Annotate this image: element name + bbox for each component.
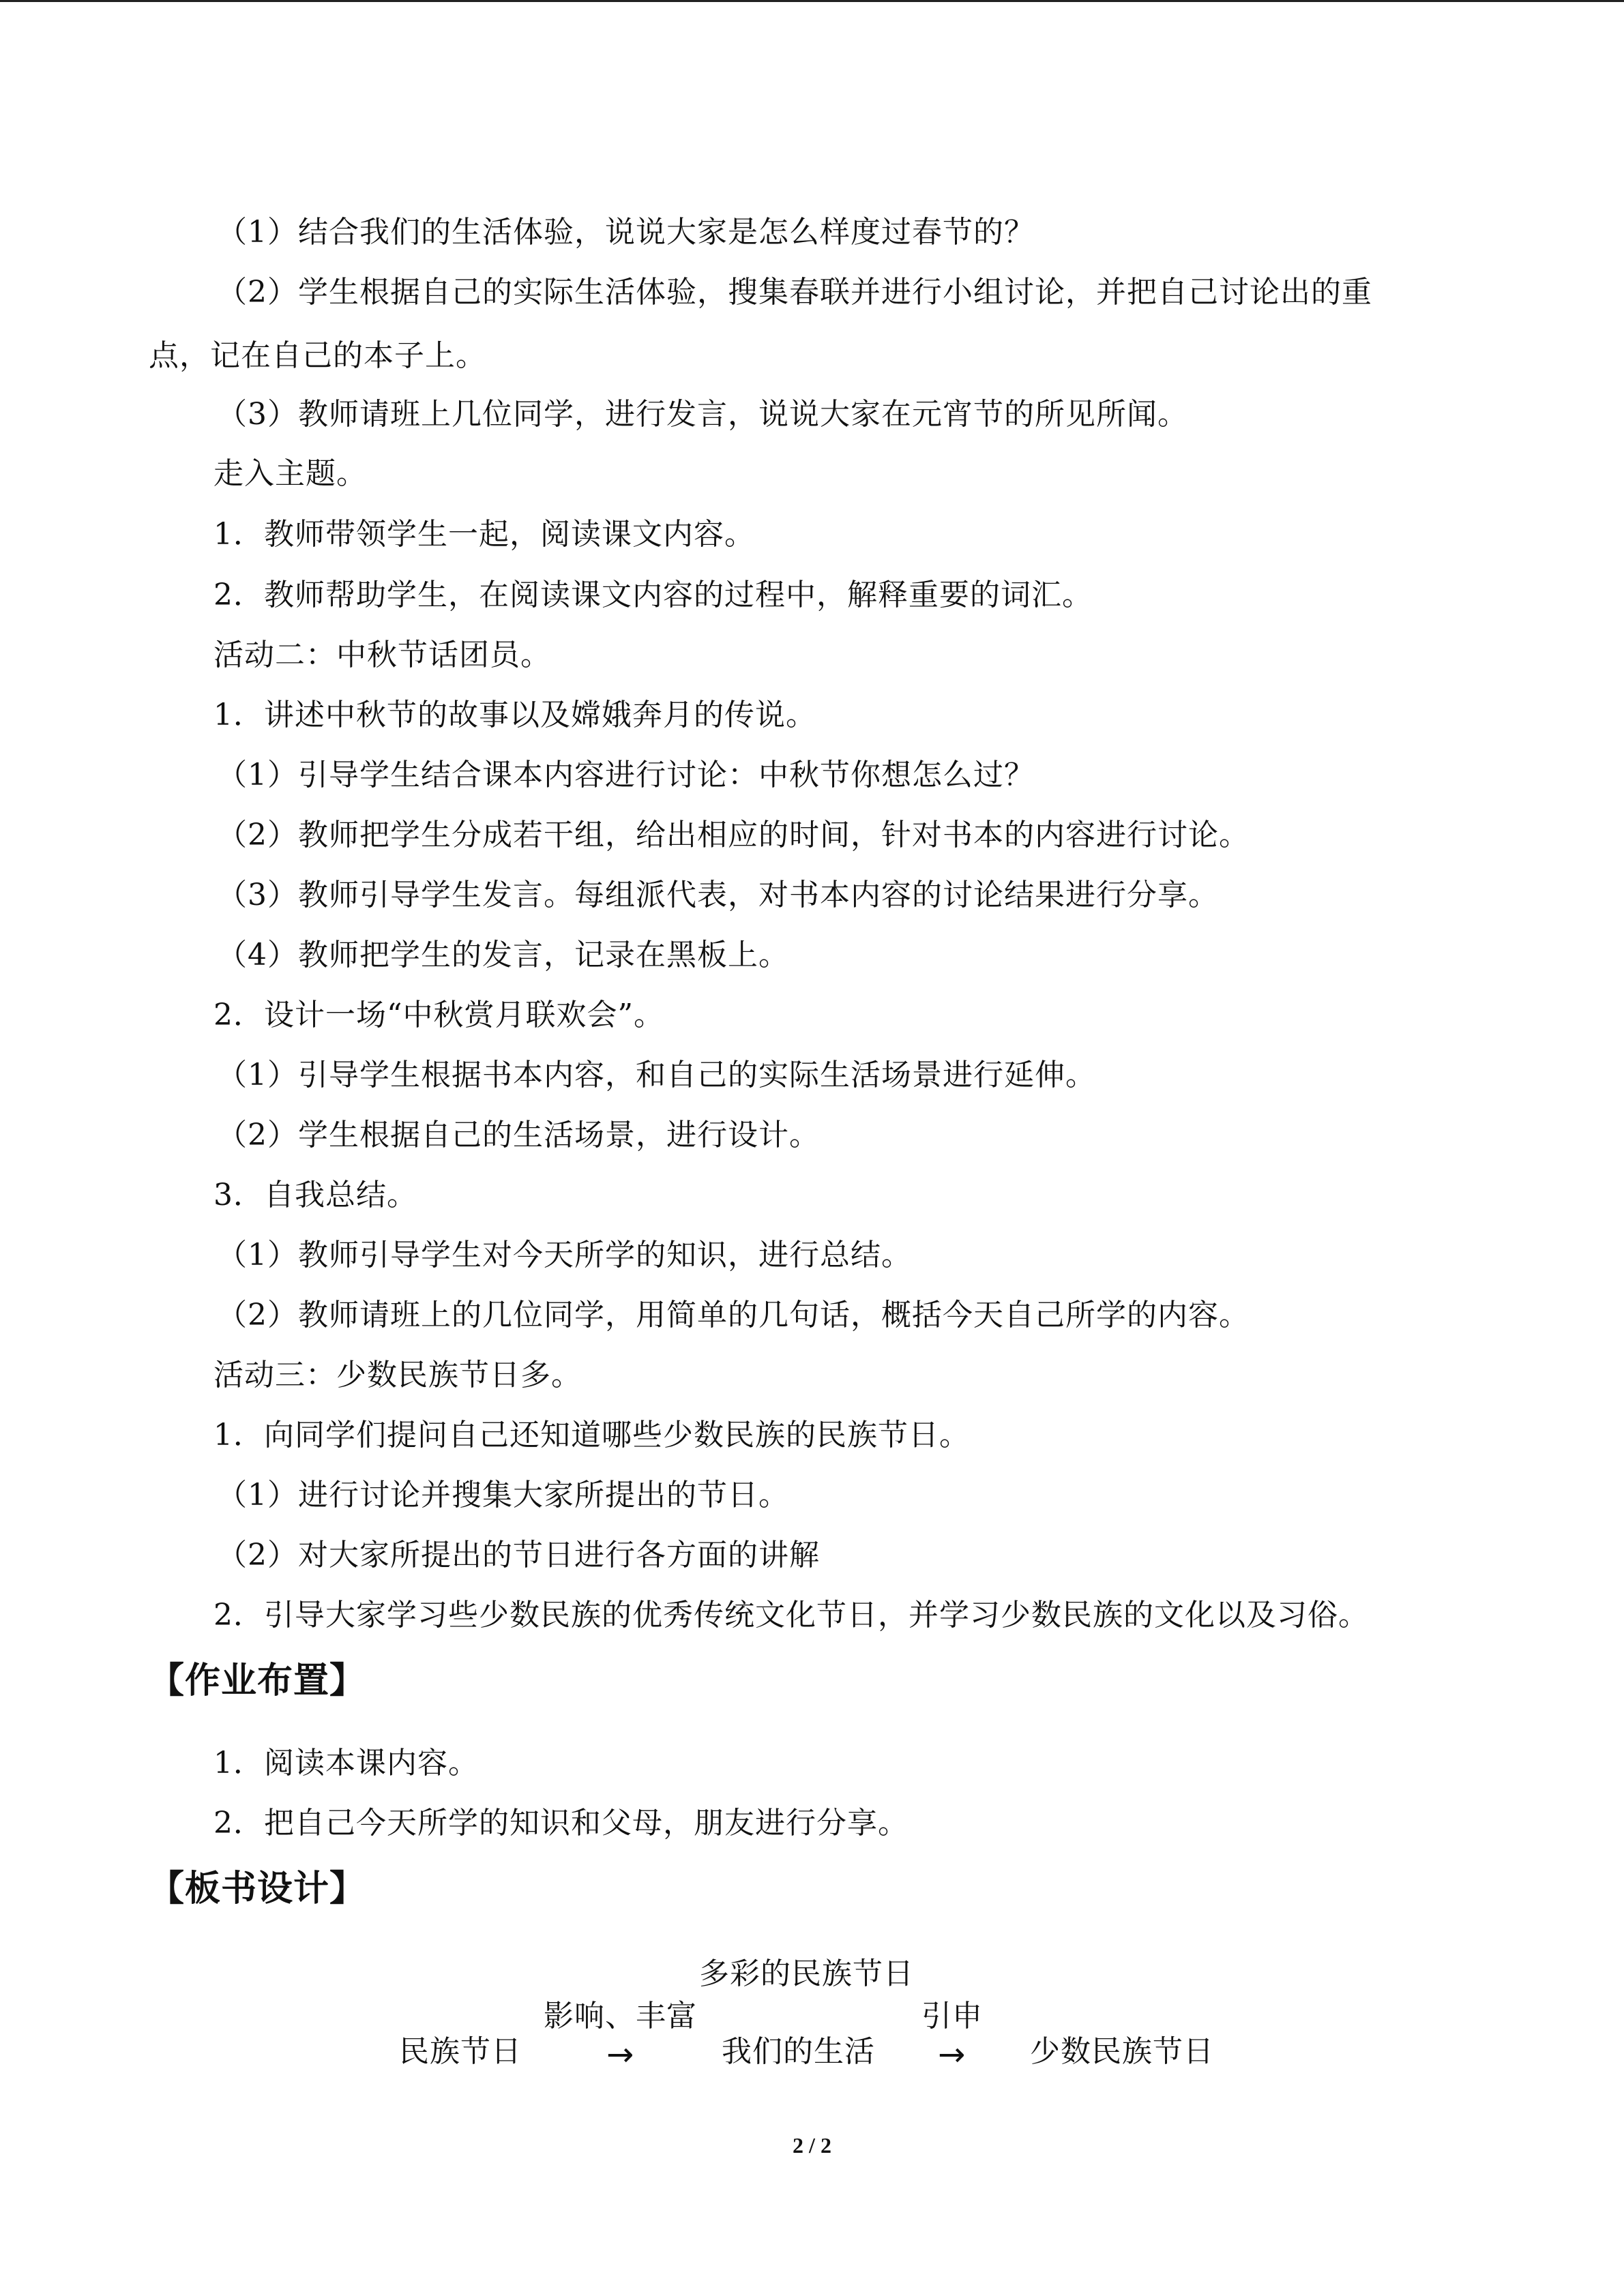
board-node-ethnic-festivals: 民族节日 xyxy=(399,2034,522,2069)
body-line-3: 点，记在自己的本子上。 xyxy=(149,338,486,373)
body-line-20: 活动三：少数民族节日多。 xyxy=(213,1358,582,1392)
body-line-6: 1．教师带领学生一起，阅读课文内容。 xyxy=(213,517,755,552)
body-line-7: 2．教师帮助学生，在阅读课文内容的过程中，解释重要的词汇。 xyxy=(213,578,1093,612)
board-node-our-life: 我们的生活 xyxy=(722,2034,875,2069)
board-title: 多彩的民族节日 xyxy=(699,1956,914,1991)
body-line-24: 2．引导大家学习些少数民族的优秀传统文化节日，并学习少数民族的文化以及习俗。 xyxy=(213,1598,1369,1632)
body-line-19: （2）教师请班上的几位同学，用简单的几句话，概括今天自己所学的内容。 xyxy=(217,1298,1250,1332)
board-label-extend: 引申 xyxy=(921,1999,983,2033)
body-line-13: （4）教师把学生的发言，记录在黑板上。 xyxy=(217,938,789,972)
board-arrow-2: → xyxy=(938,2036,966,2074)
body-line-17: 3．自我总结。 xyxy=(213,1178,417,1212)
body-line-4: （3）教师请班上几位同学，进行发言，说说大家在元宵节的所见所闻。 xyxy=(217,397,1188,432)
body-line-15: （1）引导学生根据书本内容，和自己的实际生活场景进行延伸。 xyxy=(217,1058,1096,1092)
board-label-influence: 影响、丰富 xyxy=(544,1999,697,2033)
body-line-11: （2）教师把学生分成若干组，给出相应的时间，针对书本的内容进行讨论。 xyxy=(217,818,1250,852)
body-line-22: （1）进行讨论并搜集大家所提出的节日。 xyxy=(217,1478,789,1512)
homework-heading: 【作业布置】 xyxy=(149,1660,366,1701)
body-line-1: （1）结合我们的生活体验，说说大家是怎么样度过春节的？ xyxy=(217,215,1035,250)
body-line-16: （2）学生根据自己的生活场景，进行设计。 xyxy=(217,1118,820,1152)
board-node-minority-festivals: 少数民族节日 xyxy=(1030,2034,1214,2069)
body-line-10: （1）引导学生结合课本内容进行讨论：中秋节你想怎么过？ xyxy=(217,758,1035,792)
body-line-21: 1．向同学们提问自己还知道哪些少数民族的民族节日。 xyxy=(213,1418,970,1452)
body-line-2: （2）学生根据自己的实际生活体验，搜集春联并进行小组讨论，并把自己讨论出的重 xyxy=(217,275,1372,310)
homework-line-1: 1．阅读本课内容。 xyxy=(213,1746,479,1780)
body-line-14: 2．设计一场“中秋赏月联欢会”。 xyxy=(213,998,664,1032)
body-line-18: （1）教师引导学生对今天所学的知识，进行总结。 xyxy=(217,1238,912,1272)
body-line-12: （3）教师引导学生发言。每组派代表，对书本内容的讨论结果进行分享。 xyxy=(217,878,1219,912)
page-number: 2 / 2 xyxy=(793,2133,831,2158)
body-line-9: 1．讲述中秋节的故事以及嫦娥奔月的传说。 xyxy=(213,698,816,732)
board-heading: 【板书设计】 xyxy=(149,1868,366,1909)
board-arrow-1: → xyxy=(606,2036,634,2074)
homework-line-2: 2．把自己今天所学的知识和父母，朋友进行分享。 xyxy=(213,1806,909,1840)
body-line-8: 活动二：中秋节话团员。 xyxy=(213,638,551,672)
body-line-23: （2）对大家所提出的节日进行各方面的讲解 xyxy=(217,1538,820,1572)
body-line-5: 走入主题。 xyxy=(213,456,367,491)
page-top-border xyxy=(0,0,1624,2)
